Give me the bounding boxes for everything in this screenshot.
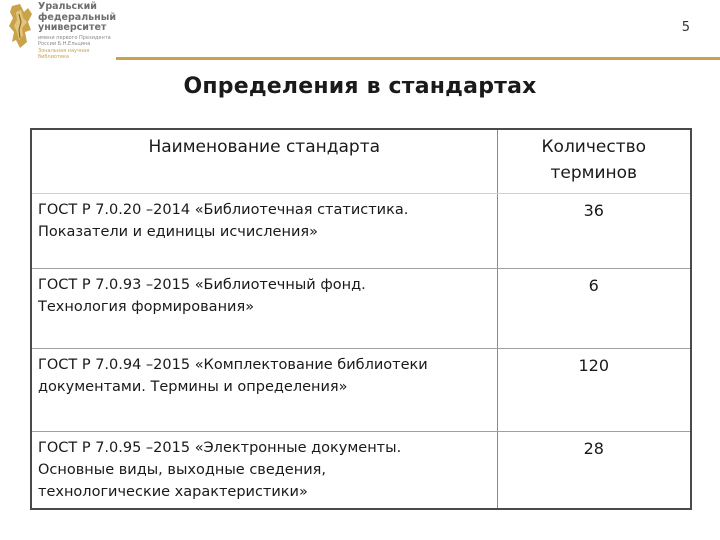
- standards-table-container: [30, 128, 690, 510]
- standard-name-cell: ГОСТ Р 7.0.93 –2015 «Библиотечный фонд. Технология формирования»: [31, 269, 497, 349]
- standard-name-cell: ГОСТ Р 7.0.20 –2014 «Библиотечная статистика. Показатели и единицы исчисления»: [31, 194, 497, 269]
- ural-federal-university-emblem-icon: [6, 2, 36, 50]
- table-header-row: [31, 129, 691, 194]
- logo-text: [38, 2, 118, 61]
- page-number: 5: [681, 20, 690, 35]
- header-divider: [116, 57, 720, 60]
- logo-university-name: Уральский федеральный университет: [38, 1, 116, 33]
- table-row: [31, 194, 691, 269]
- standard-name-cell: ГОСТ Р 7.0.94 –2015 «Комплектование библиотеки документами. Термины и определения»: [31, 349, 497, 432]
- table-row: [31, 432, 691, 510]
- term-count-cell: 36: [497, 194, 691, 269]
- term-count-cell: 6: [497, 269, 691, 349]
- term-count-cell: 120: [497, 349, 691, 432]
- logo-university-subtitle: имени первого Президента России Б.Н.Ельцина: [38, 34, 111, 47]
- standard-name-cell: ГОСТ Р 7.0.95 –2015 «Электронные документы. Основные виды, выходные сведения, технологические характеристики»: [31, 432, 497, 510]
- logo-library-name: Зональная научная библиотека: [38, 47, 90, 60]
- header-term-count: Количество терминов: [497, 129, 691, 194]
- term-count-cell: 28: [497, 432, 691, 510]
- university-logo: [4, 2, 114, 66]
- slide-title-text: Определения в стандартах: [183, 74, 537, 99]
- slide-title: [0, 74, 720, 99]
- header-standard-name: Наименование стандарта: [31, 129, 497, 194]
- table-row: [31, 349, 691, 432]
- table-row: [31, 269, 691, 349]
- standards-table: [30, 128, 692, 510]
